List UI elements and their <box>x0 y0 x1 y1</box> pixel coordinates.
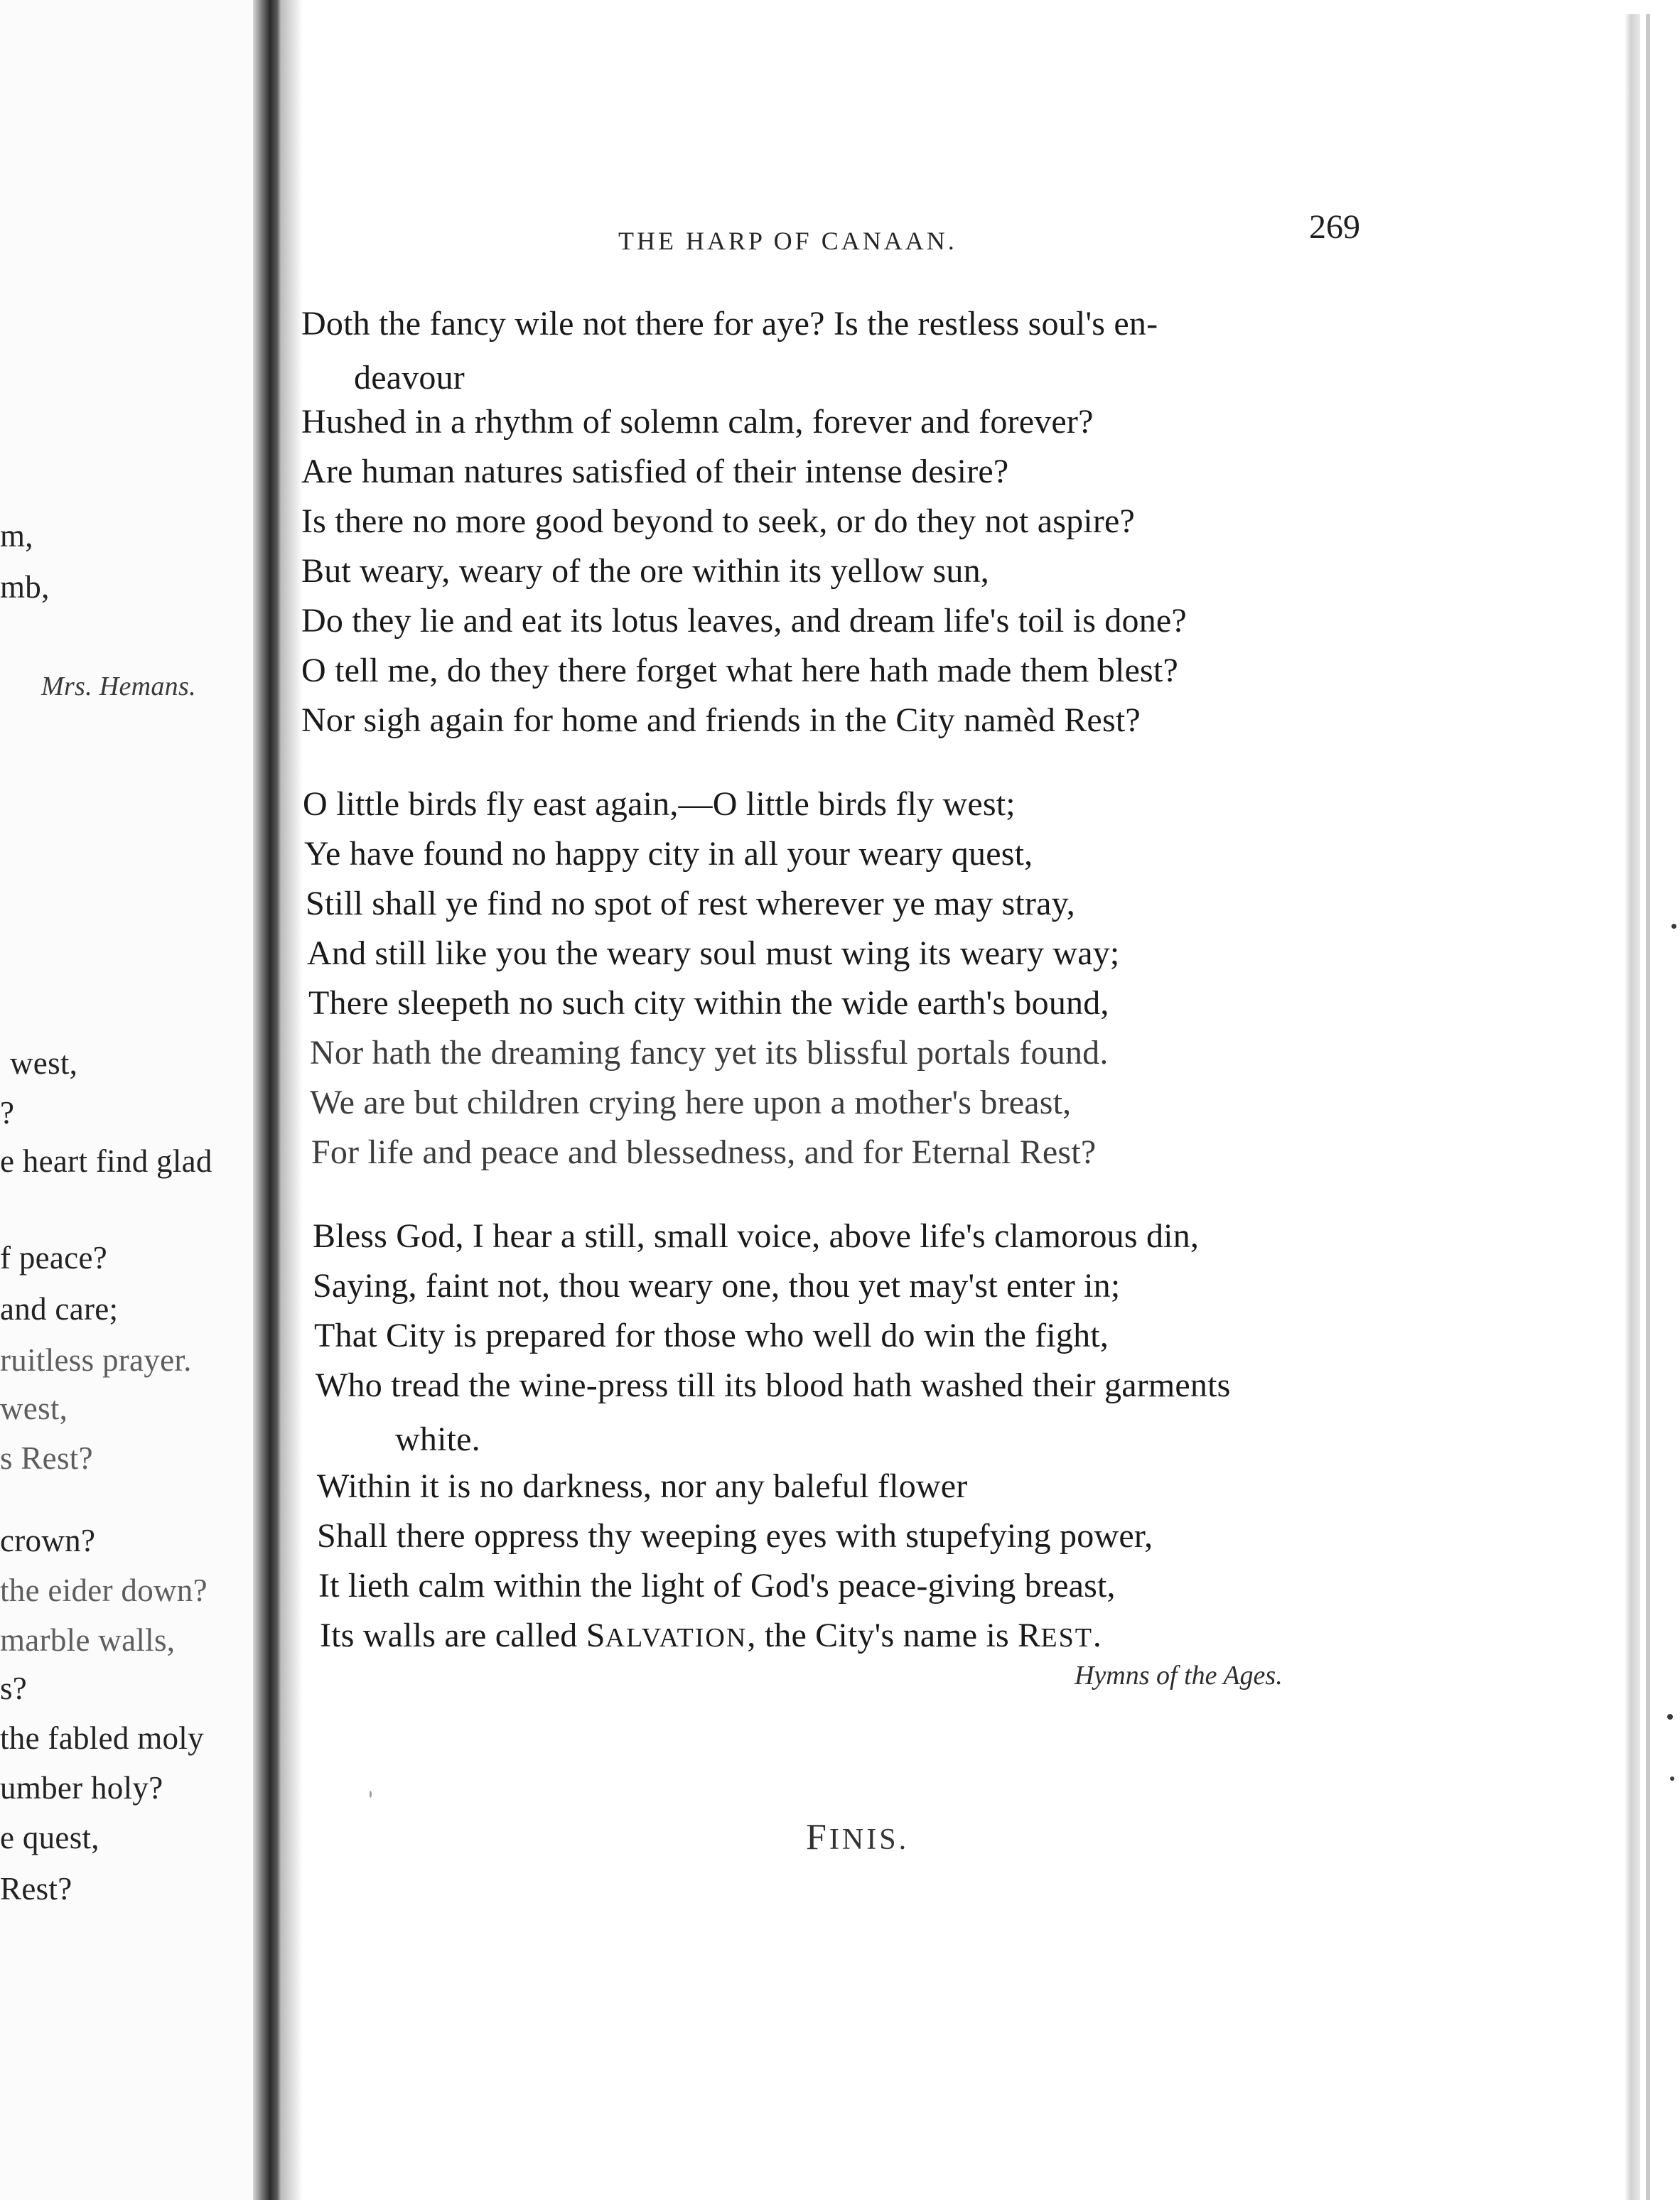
book-spine-gutter <box>253 0 281 2200</box>
left-page-line: the eider down? <box>0 1573 208 1608</box>
left-page-line: and care; <box>0 1291 119 1327</box>
left-page-line: umber holy? <box>0 1770 163 1806</box>
scan-speck <box>1667 1714 1673 1720</box>
scan-speck <box>1671 924 1676 929</box>
poem-line-continuation: deavour <box>354 359 465 397</box>
finis-initial: F <box>806 1817 829 1857</box>
finis-label <box>806 1816 909 1858</box>
left-page-line: Rest? <box>0 1871 72 1907</box>
left-page-line: f peace? <box>0 1240 108 1276</box>
poem-line-final <box>320 1616 1102 1655</box>
finis-rest: INIS. <box>829 1823 910 1856</box>
left-page-line: ruitless prayer. <box>0 1342 192 1378</box>
final-line-text: . <box>1092 1617 1102 1654</box>
left-page-line: west, <box>10 1045 78 1081</box>
poem-line: Hushed in a rhythm of solemn calm, forever and forever? <box>301 403 1094 441</box>
left-page-line: s Rest? <box>0 1440 93 1476</box>
page-edge-line <box>1646 14 1650 2200</box>
page-right-edge <box>1625 14 1640 2200</box>
left-page-line: e quest, <box>0 1820 99 1855</box>
left-page-line: s? <box>0 1671 28 1706</box>
gutter-shadow <box>281 0 303 2200</box>
poem-line: Is there no more good beyond to seek, or do they not aspire? <box>301 502 1136 540</box>
poem-line: Within it is no darkness, nor any baleful flower <box>317 1467 968 1505</box>
poem-line: Who tread the wine-press till its blood hath washed their garments <box>316 1366 1231 1404</box>
poem-line-continuation: white. <box>395 1420 480 1458</box>
left-page-line: marble walls, <box>0 1622 176 1658</box>
poem-line: And still like you the weary soul must wing its weary way; <box>307 934 1120 972</box>
poem-line: For life and peace and blessedness, and for Eternal Rest? <box>311 1133 1097 1171</box>
poem-attribution: Hymns of the Ages. <box>1075 1661 1283 1691</box>
poem-line: Nor sigh again for home and friends in the City namèd Rest? <box>301 701 1141 739</box>
left-page-line: e heart find glad <box>0 1143 212 1179</box>
poem-line: Are human natures satisfied of their intense desire? <box>301 453 1009 490</box>
rest-small-caps: EST <box>1040 1623 1093 1653</box>
poem-line: Doth the fancy wile not there for aye? Is the restless soul's en- <box>301 305 1158 343</box>
scan-speck <box>1670 1776 1674 1781</box>
poem-line: Saying, faint not, thou weary one, thou yet may'st enter in; <box>313 1267 1121 1305</box>
left-page-line: west, <box>0 1391 68 1426</box>
poem-line: O little birds fly east again,—O little birds fly west; <box>303 785 1016 823</box>
poem-line: Shall there oppress thy weeping eyes with stupefying power, <box>317 1517 1153 1555</box>
poem-line: We are but children crying here upon a mother's breast, <box>310 1084 1072 1121</box>
page-number: 269 <box>1309 208 1360 246</box>
left-page-author: Mrs. Hemans. <box>41 672 196 701</box>
poem-line: There sleepeth no such city within the wide earth's bound, <box>308 984 1109 1022</box>
left-page-line: crown? <box>0 1523 96 1558</box>
poem-line: Ye have found no happy city in all your weary quest, <box>304 835 1033 873</box>
salvation-small-caps: ALVATION <box>605 1623 748 1653</box>
left-page-line: m, <box>0 518 33 554</box>
final-line-text: Its walls are called <box>320 1617 586 1654</box>
poem-line: That City is prepared for those who well do win the fight, <box>314 1317 1109 1354</box>
poem-line: But weary, weary of the ore within its yellow sun, <box>301 552 990 590</box>
left-page-line: mb, <box>0 569 50 605</box>
poem-line: Bless God, I hear a still, small voice, above life's clamorous din, <box>313 1217 1200 1255</box>
poem-line: Nor hath the dreaming fancy yet its blissful portals found. <box>310 1034 1109 1072</box>
poem-line: Still shall ye find no spot of rest wherever ye may stray, <box>306 885 1075 922</box>
left-facing-page <box>0 0 253 2200</box>
salvation-initial: S <box>586 1617 605 1654</box>
poem-line: O tell me, do they there forget what here hath made them blest? <box>301 652 1178 689</box>
poem-line: Do they lie and eat its lotus leaves, and dream life's toil is done? <box>301 602 1187 640</box>
rest-initial: R <box>1018 1617 1041 1654</box>
running-head: THE HARP OF CANAAN. <box>618 227 957 255</box>
final-line-text: , the City's name is <box>747 1617 1018 1654</box>
scan-speck <box>370 1791 372 1798</box>
left-page-line: the fabled moly <box>0 1720 204 1756</box>
left-page-line: ? <box>0 1095 15 1131</box>
poem-line: It lieth calm within the light of God's peace-giving breast, <box>318 1567 1116 1605</box>
